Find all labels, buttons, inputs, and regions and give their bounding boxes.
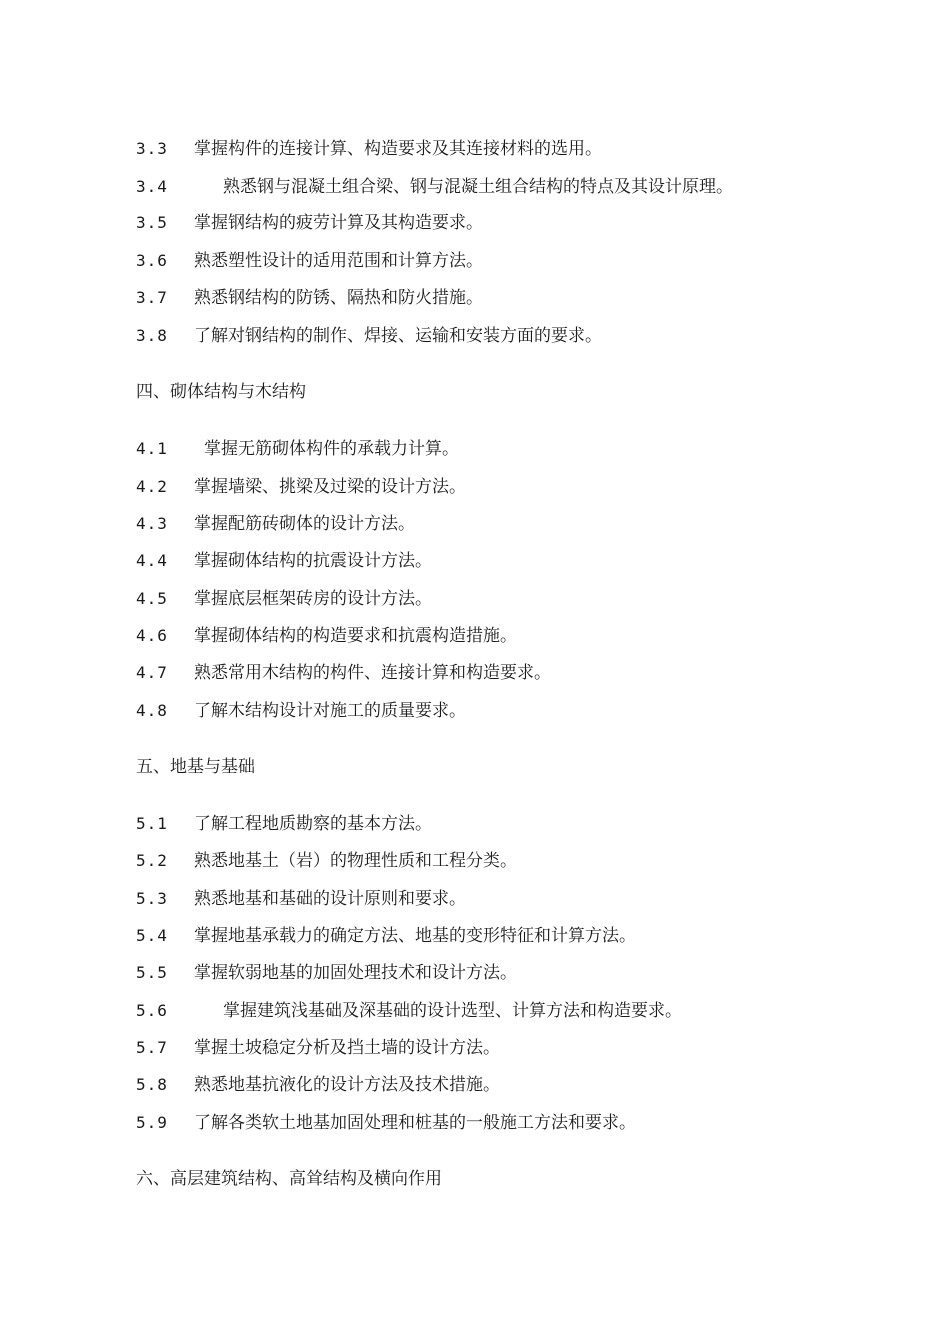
list-item: [136, 325, 602, 347]
item-number: 4.4: [136, 551, 168, 570]
item-number: 4.6: [136, 626, 168, 645]
item-number: 4.8: [136, 701, 168, 720]
item-number: 4.7: [136, 663, 168, 682]
item-number: 3.5: [136, 213, 168, 232]
item-text: 掌握砌体结构的构造要求和抗震构造措施。: [194, 626, 517, 646]
item-text: 了解各类软土地基加固处理和桩基的一般施工方法和要求。: [194, 1113, 636, 1133]
item-number: 5.8: [136, 1075, 168, 1094]
item-text: 了解对钢结构的制作、焊接、运输和安装方面的要求。: [194, 326, 602, 346]
item-text: 掌握土坡稳定分析及挡土墙的设计方法。: [194, 1038, 500, 1058]
item-number: 3.4: [136, 177, 168, 196]
list-item: [136, 513, 415, 535]
item-text: 掌握无筋砌体构件的承载力计算。: [204, 439, 459, 459]
list-item: [136, 962, 517, 984]
list-item: [136, 176, 733, 198]
item-number: 4.2: [136, 477, 168, 496]
list-item: [136, 888, 466, 910]
item-text: 熟悉常用木结构的构件、连接计算和构造要求。: [194, 663, 551, 683]
item-text: 掌握地基承载力的确定方法、地基的变形特征和计算方法。: [194, 926, 636, 946]
item-number: 3.8: [136, 326, 168, 345]
item-number: 4.3: [136, 514, 168, 533]
list-item: [136, 700, 466, 722]
list-item: [136, 138, 602, 160]
list-item: [136, 212, 483, 234]
item-text: 熟悉地基土（岩）的物理性质和工程分类。: [194, 851, 517, 871]
list-item: [136, 1037, 500, 1059]
item-text: 掌握构件的连接计算、构造要求及其连接材料的选用。: [194, 139, 602, 159]
list-item: [136, 588, 432, 610]
item-text: 了解工程地质勘察的基本方法。: [194, 814, 432, 834]
item-text: 了解木结构设计对施工的质量要求。: [194, 701, 466, 721]
item-number: 5.7: [136, 1038, 168, 1057]
list-item: [136, 1000, 682, 1022]
item-text: 熟悉地基和基础的设计原则和要求。: [194, 889, 466, 909]
item-text: 掌握砌体结构的抗震设计方法。: [194, 551, 432, 571]
item-text: 掌握墙梁、挑梁及过梁的设计方法。: [194, 477, 466, 497]
item-text: 掌握钢结构的疲劳计算及其构造要求。: [194, 213, 483, 233]
list-item: [136, 850, 517, 872]
list-item: [136, 662, 551, 684]
item-number: 3.6: [136, 251, 168, 270]
list-item: [136, 476, 466, 498]
item-number: 4.5: [136, 589, 168, 608]
list-item: [136, 925, 636, 947]
item-number: 5.5: [136, 963, 168, 982]
item-number: 5.4: [136, 926, 168, 945]
item-text: 掌握建筑浅基础及深基础的设计选型、计算方法和构造要求。: [223, 1001, 682, 1021]
item-text: 熟悉钢结构的防锈、隔热和防火措施。: [194, 288, 483, 308]
item-text: 掌握软弱地基的加固处理技术和设计方法。: [194, 963, 517, 983]
item-number: 5.9: [136, 1113, 168, 1132]
section-heading: 四、砌体结构与木结构: [136, 382, 306, 402]
section-heading: 五、地基与基础: [136, 757, 255, 777]
list-item: [136, 250, 483, 272]
item-text: 掌握配筋砖砌体的设计方法。: [194, 514, 415, 534]
item-text: 熟悉钢与混凝土组合梁、钢与混凝土组合结构的特点及其设计原理。: [223, 177, 733, 197]
item-text: 熟悉地基抗液化的设计方法及技术措施。: [194, 1075, 500, 1095]
item-number: 3.3: [136, 139, 168, 158]
item-number: 5.2: [136, 851, 168, 870]
item-number: 5.6: [136, 1001, 168, 1020]
item-number: 4.1: [136, 439, 168, 458]
item-text: 掌握底层框架砖房的设计方法。: [194, 589, 432, 609]
item-number: 5.1: [136, 814, 168, 833]
section-heading: 六、高层建筑结构、高耸结构及横向作用: [136, 1169, 442, 1189]
list-item: [136, 550, 432, 572]
list-item: [136, 287, 483, 309]
list-item: [136, 813, 432, 835]
item-number: 5.3: [136, 889, 168, 908]
list-item: [136, 1074, 500, 1096]
item-text: 熟悉塑性设计的适用范围和计算方法。: [194, 251, 483, 271]
list-item: [136, 438, 459, 460]
item-number: 3.7: [136, 288, 168, 307]
list-item: [136, 1112, 636, 1134]
list-item: [136, 625, 517, 647]
